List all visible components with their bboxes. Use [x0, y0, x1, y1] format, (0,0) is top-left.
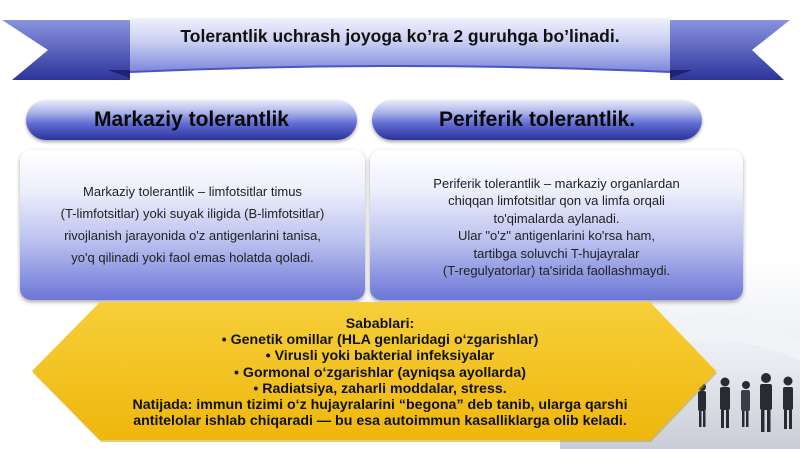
text-line: chiqqan limfotsitlar qon va limfa orqali [448, 193, 665, 208]
text-line: to'qimalarda aylanadi. [493, 210, 620, 226]
peripheral-tolerance-heading: Periferik tolerantlik. [438, 108, 636, 131]
reason-item: • Virusli yoki bakterial infeksiyalar [265, 348, 495, 365]
page-title: Tolerantlik uchrash joyoga ko’ra 2 guruhga bo’linadi. [180, 26, 620, 46]
peripheral-tolerance-text [433, 175, 679, 280]
reasons-text [60, 316, 700, 429]
reason-item: • Radiatsiya, zaharli moddalar, stress. [253, 380, 507, 397]
text-line: (T-regulyatorlar) ta'sirida faollashmaydi. [442, 263, 671, 278]
text-line: Markaziy tolerantlik – limfotsitlar timus [83, 184, 302, 199]
text-line: tartibga soluvchi T-hujayralar [473, 245, 640, 261]
peripheral-tolerance-box [370, 150, 743, 300]
text-line: Ular "o'z" antigenlarini ko'rsa ham, [457, 228, 655, 243]
central-tolerance-box [20, 150, 365, 300]
reason-item: • Genetik omillar (HLA genlaridagi o‘zgarishlar) [221, 332, 539, 349]
reason-item: • Gormonal o‘zgarishlar (ayniqsa ayollarda) [234, 364, 526, 381]
text-line: (T-limfotsitlar) yoki suyak iligida (B-limfotsitlar) [60, 206, 325, 221]
conclusion-line: Natijada: immun tizimi o‘z hujayralarini “begona” deb tanib, ularga qarshi [132, 397, 628, 414]
central-tolerance-heading: Markaziy tolerantlik [94, 108, 289, 131]
central-tolerance-text [61, 181, 325, 269]
reasons-title: Sabablari: [345, 316, 415, 332]
text-line: rivojlanish jarayonida o'z antigenlarini tanisa, [64, 228, 321, 243]
central-tolerance-header [26, 100, 357, 140]
text-line: Periferik tolerantlik – markaziy organlardan [433, 175, 680, 191]
text-line: yo'q qilinadi yoki faol emas holatda qoladi. [71, 250, 314, 265]
peripheral-tolerance-header [372, 100, 702, 140]
conclusion-line: antitelolar ishlab chiqaradi — bu esa autoimmun kasalliklarga olib keladi. [133, 413, 627, 430]
